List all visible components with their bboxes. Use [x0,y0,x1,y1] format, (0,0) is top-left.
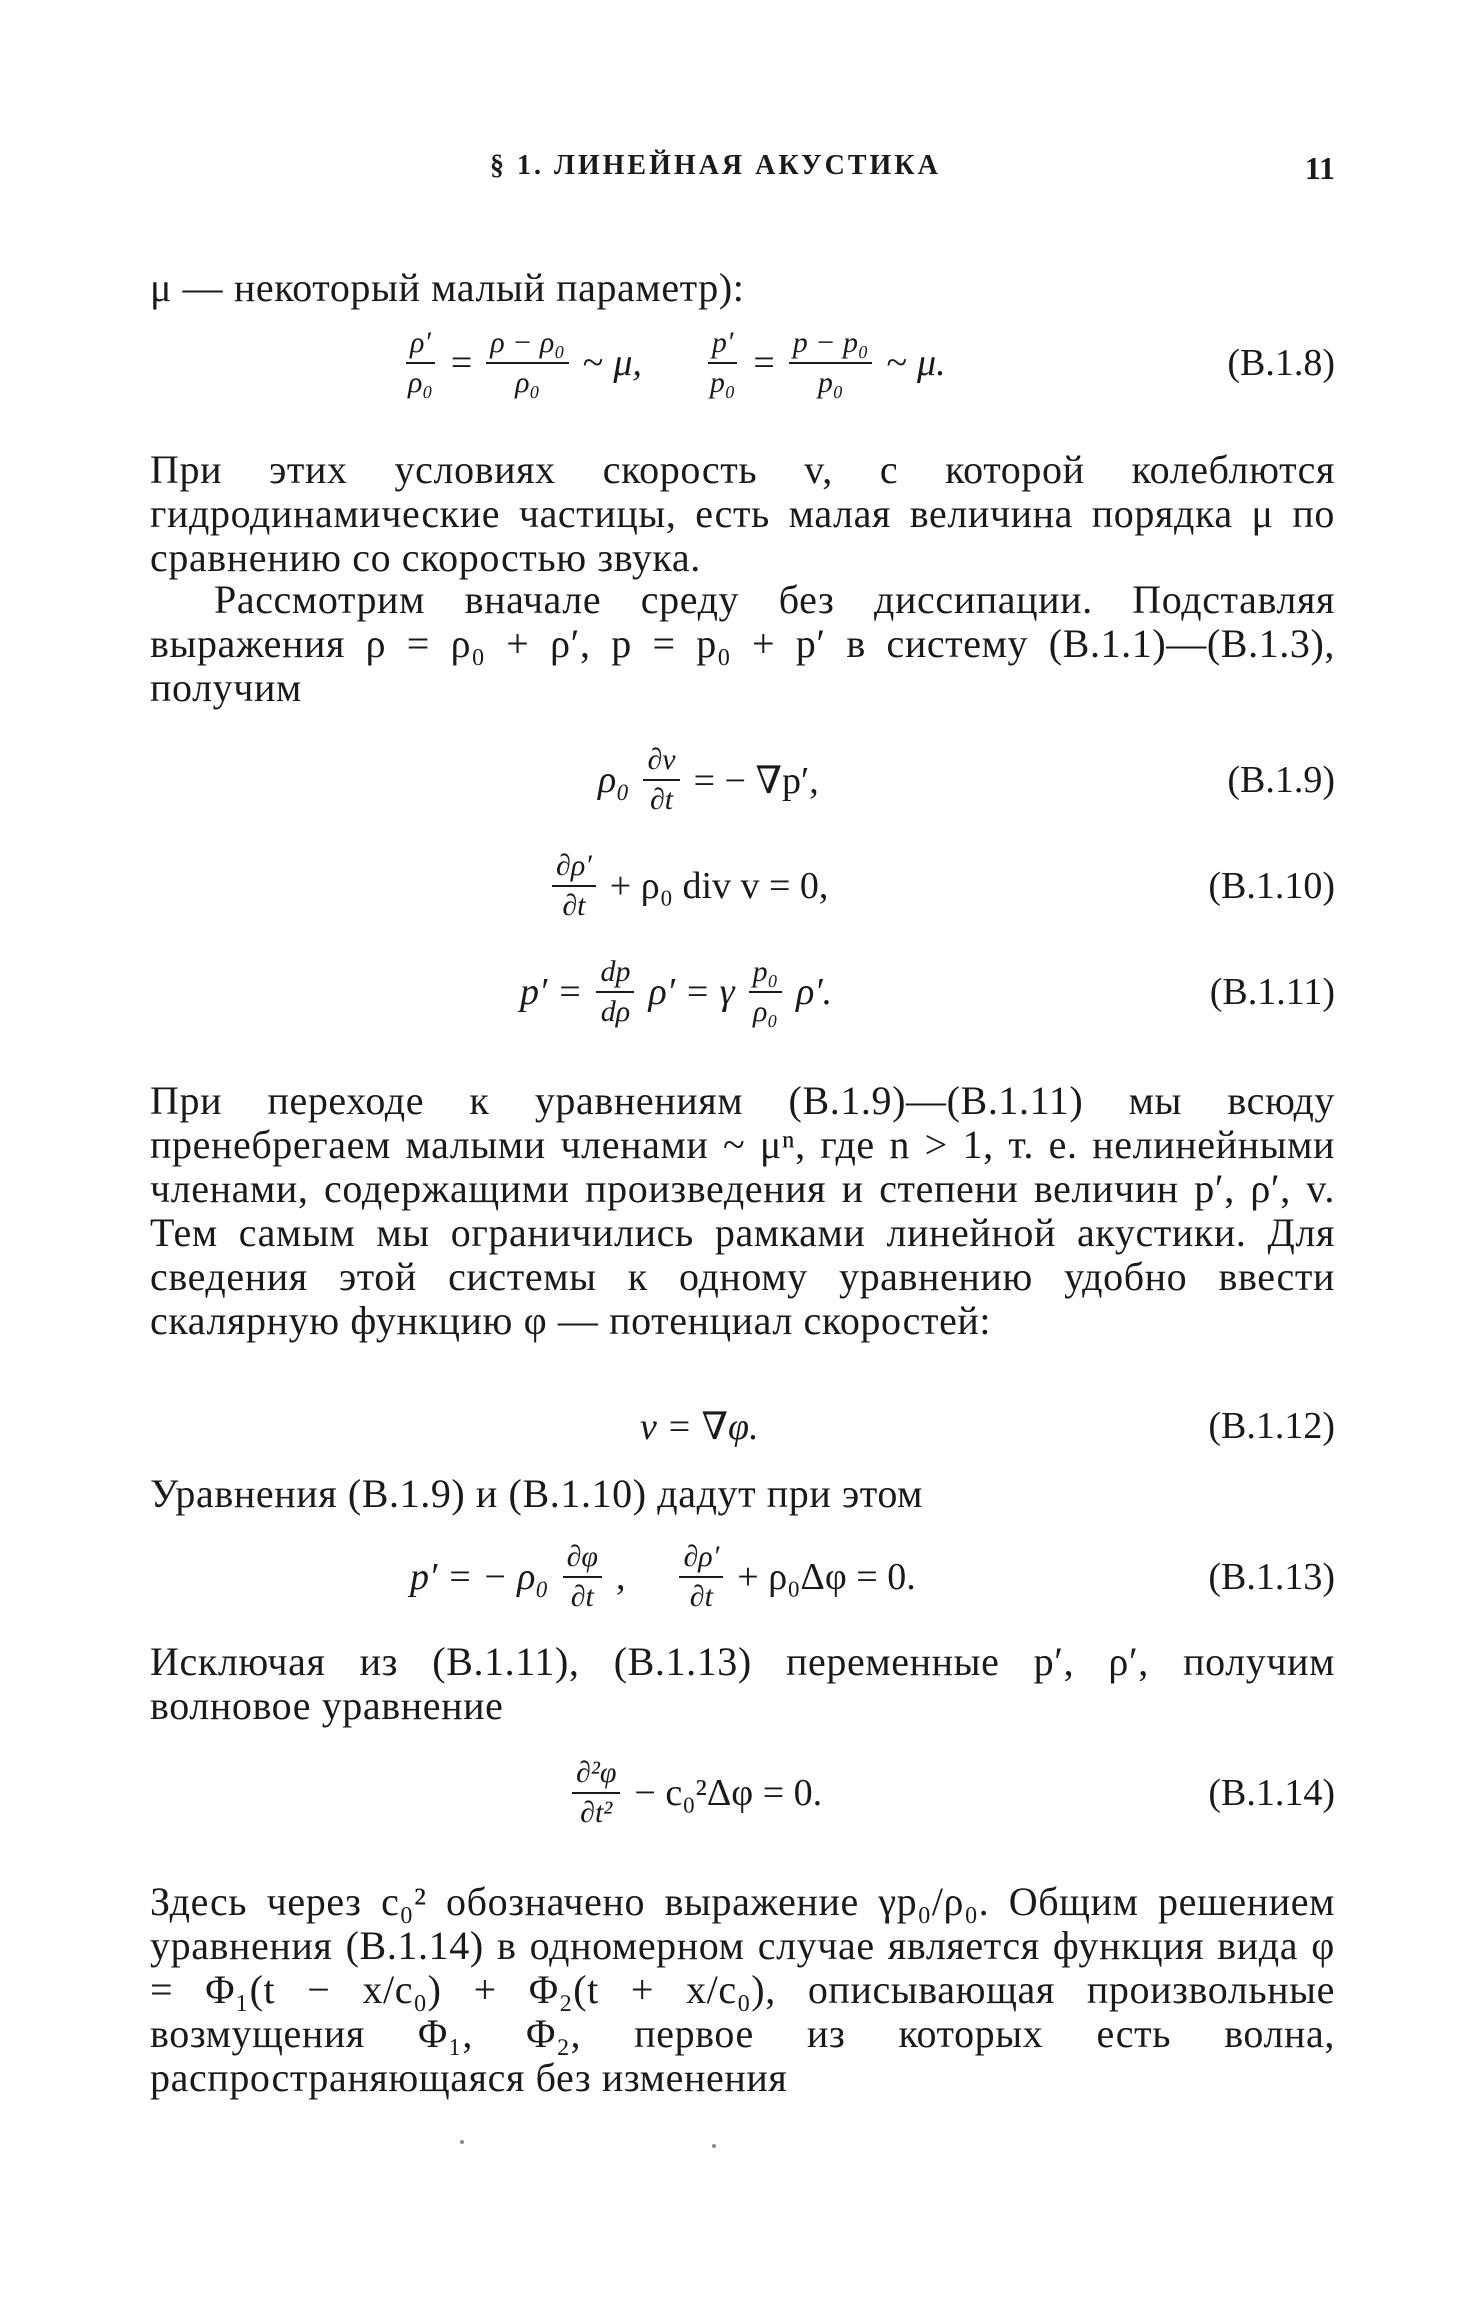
equation-b1-10: $\frac{\partial\rho'}{\partial t}$ + ρ₀ div v = 0, (В.1.10) [150,841,1335,931]
fraction-drho-dt-2: $\frac{\partial\rho'}{\partial t}$ [679,1540,723,1614]
paragraph-velocity-conditions: При этих условиях скорость v, с которой колеблются гидродинамические частицы, есть малая величина порядка μ по сравнению со скоростью звука. [150,447,1335,580]
print-speck [712,2144,716,2148]
equation-number: (В.1.9) [1227,759,1335,801]
paragraph-equations-give: Уравнения (В.1.9) и (В.1.10) дадут при этом [150,1471,924,1516]
fraction-rho-prime-over-rho0: $\frac{\rho'}{\text{ρ₀}}$ [404,326,437,400]
paragraph-parameter: μ — некоторый малый параметр): [150,265,745,310]
paragraph-eliminating: Исключая из (В.1.11), (В.1.13) переменные p′, ρ′, получим волновое уравнение [150,1639,1335,1728]
book-page [150,0,1335,2311]
equation-b1-9: ρ₀ $\frac{\partial v}{\partial t}$ = − ∇p′, (В.1.9) [150,735,1335,825]
fraction-drho-dt: $\frac{\partial\rho'}{\partial t}$ [552,849,596,923]
equation-b1-8: $\frac{\rho'}{\text{ρ₀}}$ = $\frac{\text{ρ − ρ₀}}{\text{ρ₀}}$ ~ μ, $\frac{p'}{\text{p₀}}$ = $\frac{\text{p − p₀}}{\text{p₀}}$ ~ μ. (В.1.8) [150,318,1335,408]
equation-number: (В.1.13) [1208,1556,1335,1598]
fraction-p-prime-over-p0: $\frac{p'}{\text{p₀}}$ [706,326,739,400]
paragraph-general-solution: Здесь через c₀² обозначено выражение γp₀/ρ₀. Общим решением уравнения (В.1.14) в одномерном случае является функция вида φ = Φ₁(t − x/c₀) + Φ₂(t + x/c₀), описывающая произвольные возмущения Φ₁, Φ₂, первое из которых есть волна, распространяющаяся без изменения [150,1879,1335,2100]
paragraph-linearization: При переходе к уравнениям (В.1.9)—(В.1.11) мы всюду пренебрегаем малыми членами ~ μⁿ, где n > 1, т. е. нелинейными членами, содержащими произведения и степени величин p′, ρ′, v. Тем самым мы ограничились рамками линейной акустики. Для сведения этой системы к одному уравнению удобно ввести скалярную функцию φ — потенциал скоростей: [150,1078,1335,1343]
equation-b1-13: p′ = − ρ₀ $\frac{\partial\varphi}{\partial t}$ , $\frac{\partial\rho'}{\partial t}$ + ρ₀Δφ = 0. (В.1.13) [150,1532,1335,1622]
fraction-p-diff: $\frac{\text{p − p₀}}{\text{p₀}}$ [789,326,873,400]
print-speck [460,2140,464,2144]
page-number: 11 [1304,150,1335,186]
fraction-d2phi-dt2: $\frac{\text{∂²φ}}{\text{∂t²}}$ [572,1756,620,1830]
page-header [150,150,1335,194]
fraction-p0-rho0: $\frac{\text{p₀}}{\text{ρ₀}}$ [749,955,782,1029]
fraction-dp-drho: $\frac{dp}{d\rho}$ [596,955,634,1029]
paragraph-no-dissipation: Рассмотрим вначале среду без диссипации. Подставляя выражения ρ = ρ₀ + ρ′, p = p₀ + p′ в систему (В.1.1)—(В.1.3), получим [150,577,1335,710]
equation-number: (В.1.14) [1208,1772,1335,1814]
running-title: § 1. ЛИНЕЙНАЯ АКУСТИКА [490,150,941,181]
equation-b1-14: $\frac{\text{∂²φ}}{\text{∂t²}}$ − c₀²Δφ = 0. (В.1.14) [150,1748,1335,1838]
equation-number: (В.1.11) [1209,971,1335,1013]
equation-b1-11: p′ = $\frac{dp}{d\rho}$ ρ′ = γ $\frac{\text{p₀}}{\text{ρ₀}}$ ρ′. (В.1.11) [150,947,1335,1037]
fraction-dv-dt: $\frac{\partial v}{\partial t}$ [643,743,679,817]
fraction-dphi-dt: $\frac{\partial\varphi}{\partial t}$ [563,1540,602,1614]
equation-number: (В.1.12) [1208,1405,1335,1447]
equation-b1-12: v = ∇φ. (В.1.12) [150,1396,1335,1456]
fraction-rho-diff: $\frac{\text{ρ − ρ₀}}{\text{ρ₀}}$ [486,326,568,400]
equation-number: (В.1.8) [1227,342,1335,384]
equation-number: (В.1.10) [1208,865,1335,907]
